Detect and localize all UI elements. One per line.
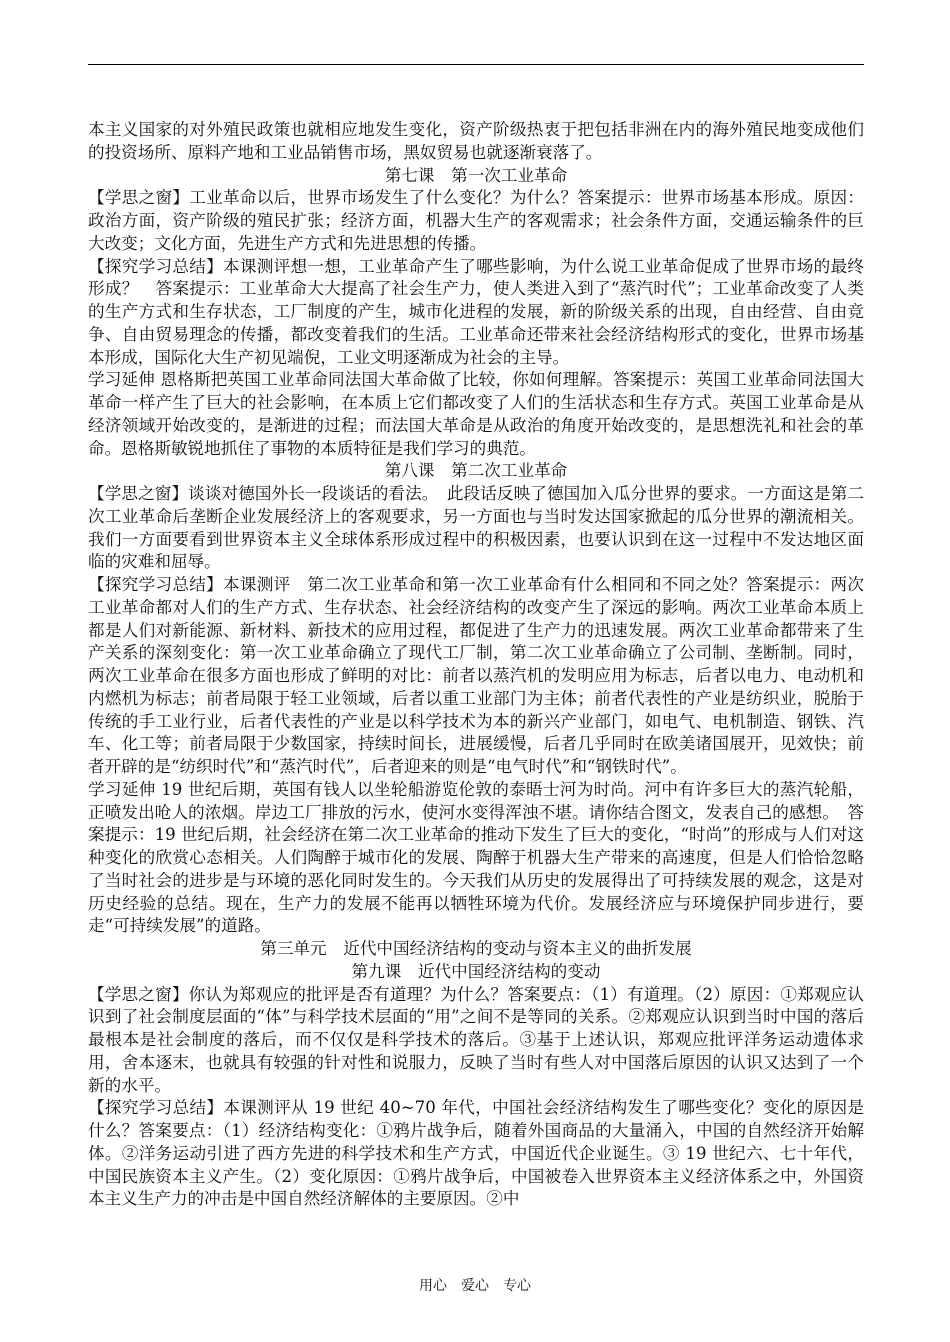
- lesson-heading: 第九课 近代中国经济结构的变动: [351, 961, 601, 981]
- body-paragraph: 【探究学习总结】本课测评 第二次工业革命和第一次工业革命有什么相同和不同之处？答案提示：两次工业革命都对人们的生产方式、生存状态、社会经济结构的改变产生了深远的影响。两次工业革命本质上都是人们对新能源、新材料、新技术的应用过程，都促进了生产力的迅速发展。两次工业革命都带来了生产关系的深刻变化：第一次工业革命确立了现代工厂制，第二次工业革命确立了公司制、垄断制。同时，两次工业革命在很多方面也形成了鲜明的对比：前者以蒸汽机的发明应用为标志，后者以电力、电动机和内燃机为标志；前者局限于轻工业领域，后者以重工业部门为主体；前者代表性的产业是纺织业，脱胎于传统的手工业行业，后者代表性的产业是以科学技术为本的新兴产业部门，如电气、电机制造、钢铁、汽车、化工等；前者局限于少数国家，持续时间长，进展缓慢，后者几乎同时在欧美诸国展开，见效快；前者开辟的是“纺织时代”和“蒸汽时代”，后者迎来的则是“电气时代”和“钢铁时代”。: [88, 575, 864, 776]
- body-paragraph: 【学思之窗】工业革命以后，世界市场发生了什么变化？为什么？答案提示：世界市场基本形成。原因：政治方面，资产阶级的殖民扩张；经济方面，机器大生产的客观需求；社会条件方面，交通运输条件的巨大改变；文化方面，先进生产方式和先进思想的传播。: [88, 188, 864, 253]
- lesson-heading: 第七课 第一次工业革命: [384, 165, 568, 185]
- body-paragraph: 【探究学习总结】本课测评从 19 世纪 40~70 年代，中国社会经济结构发生了哪些变化？变化的原因是什么？答案要点：（1）经济结构变化：①鸦片战争后，随着外国商品的大量涌入，中国的自然经济开始解体。②洋务运动引进了西方先进的科学技术和生产方式，中国近代企业诞生。③ 19 世纪六、七十年代，中国民族资本主义产生。（2）变化原因：①鸦片战争后，中国被卷入世界资本主义经济体系之中，外国资本主义生产力的冲击是中国自然经济解体的主要原因。②中: [88, 1098, 864, 1209]
- body-paragraph: 【探究学习总结】本课测评想一想，工业革命产生了哪些影响，为什么说工业革命促成了世界市场的最终形成？ 答案提示：工业革命大大提高了社会生产力，使人类进入到了“蒸汽时代”；工业革命改变了人类的生产方式和生存状态，工厂制度的产生，城市化进程的发展，新的阶级关系的出现，自由经营、自由竞争、自由贸易理念的传播，都改变着我们的生活。工业革命还带来社会经济结构形式的变化，世界市场基本形成，国际化大生产初见端倪，工业文明逐渐成为社会的主导。: [88, 256, 864, 367]
- body-paragraph: 本主义国家的对外殖民政策也就相应地发生变化，资产阶级热衷于把包括非洲在内的海外殖民地变成他们的投资场所、原料产地和工业品销售市场，黑奴贸易也就逐渐衰落了。: [88, 120, 864, 162]
- document-body: [88, 119, 864, 1211]
- page-footer: 用心 爱心 专心: [419, 1278, 531, 1294]
- body-paragraph: 【学思之窗】你认为郑观应的批评是否有道理？为什么？答案要点：（1）有道理。（2）原因：①郑观应认识到了社会制度层面的“体”与科学技术层面的“用”之间不是等同的关系。②郑观应认识到当时中国的落后最根本是社会制度的落后，而不仅仅是科学技术的落后。③基于上述认识，郑观应批评洋务运动遗体求用，舍本逐末，也就具有较强的针对性和说服力，反映了当时有些人对中国落后原因的认识又达到了一个新的水平。: [88, 984, 864, 1095]
- body-paragraph: 学习延伸 恩格斯把英国工业革命同法国大革命做了比较，你如何理解。答案提示：英国工业革命同法国大革命一样产生了巨大的社会影响，在本质上它们都改变了人们的生活状态和生存方式。英国工业革命是从经济领域开始改变的，是渐进的过程；而法国大革命是从政治的角度开始改变的，是思想洗礼和社会的革命。恩格斯敏锐地抓住了事物的本质特征是我们学习的典范。: [88, 370, 864, 458]
- header-rule: [88, 64, 864, 65]
- body-paragraph: 学习延伸 19 世纪后期，英国有钱人以坐轮船游览伦敦的泰晤士河为时尚。河中有许多巨大的蒸汽轮船，正喷发出呛人的浓烟。岸边工厂排放的污水，使河水变得浑浊不堪。请你结合图文，发表自己的感想。 答案提示：19 世纪后期，社会经济在第二次工业革命的推动下发生了巨大的变化，“时尚”的形成与人们对这种变化的欣赏心态相关。人们陶醉于城市化的发展、陶醉于机器大生产带来的高速度，但是人们恰恰忽略了当时社会的进步是与环境的恶化同时发生的。今天我们从历史的发展得出了可持续发展的观念，这是对历史经验的总结。现在，生产力的发展不能再以牺牲环境为代价。发展经济应与环境保护同步进行，要走“可持续发展”的道路。: [88, 779, 864, 936]
- lesson-heading: 第八课 第二次工业革命: [384, 461, 568, 481]
- lesson-heading: 第三单元 近代中国经济结构的变动与资本主义的曲折发展: [260, 939, 692, 958]
- body-paragraph: 【学思之窗】谈谈对德国外长一段谈话的看法。 此段话反映了德国加入瓜分世界的要求。一方面这是第二次工业革命后垄断企业发展经济上的客观要求，另一方面也与当时发达国家掀起的瓜分世界的潮流相关。我们一方面要看到世界资本主义全球体系形成过程中的积极因素，也要认识到在这一过程中不发达地区面临的灾难和屈辱。: [88, 484, 864, 572]
